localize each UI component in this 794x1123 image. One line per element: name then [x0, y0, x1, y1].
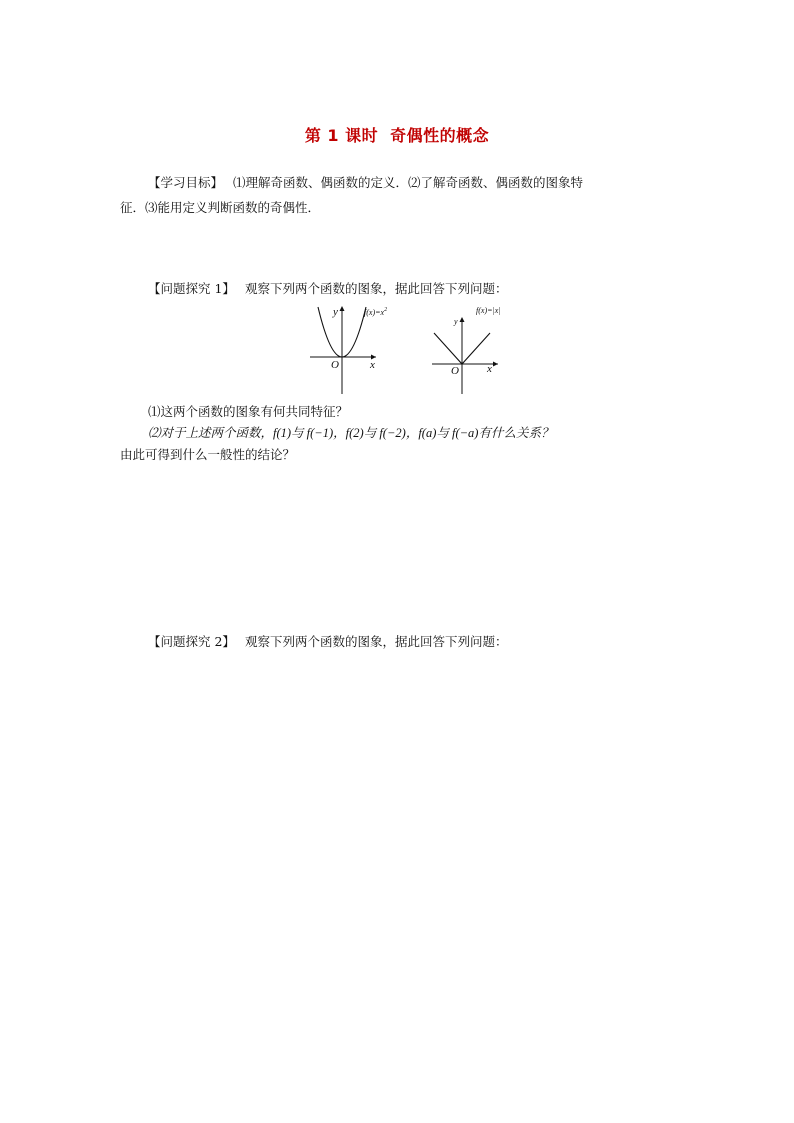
learning-objectives: [120, 170, 680, 220]
problem2-label: 【问题探究 2】: [148, 634, 235, 649]
question-2-line-2: 由此可得到什么一般性的结论？: [120, 447, 296, 462]
problem1-intro: [120, 276, 680, 301]
objectives-label: 【学习目标】: [148, 175, 224, 190]
graph-absolute-value: [432, 306, 500, 394]
problem1-figures: [300, 302, 510, 402]
function-label: f(x)=|x|: [476, 306, 501, 315]
x-label: x: [370, 359, 375, 371]
graphs-svg: [300, 302, 510, 402]
graph-parabola: [310, 306, 387, 394]
y-label: y: [333, 306, 338, 318]
title-lesson: 第 1 课时: [304, 126, 379, 145]
problem1-label: 【问题探究 1】: [148, 281, 235, 296]
function-label: $f(x)=x^2$: [364, 307, 388, 317]
origin-label: O: [331, 359, 339, 371]
y-axis-arrow: [460, 317, 465, 322]
problem1-text: 观察下列两个函数的图象，据此回答下列问题：: [244, 281, 508, 296]
y-label: y: [454, 317, 458, 326]
objectives-line-1: 【学习目标】 ⑴理解奇函数、偶函数的定义．⑵了解奇函数、偶函数的图象特: [148, 175, 584, 190]
problem2-text: 观察下列两个函数的图象，据此回答下列问题：: [244, 634, 508, 649]
title-topic: 奇偶性的概念: [390, 126, 490, 145]
question-1: ⑴这两个函数的图象有何共同特征？: [148, 404, 349, 419]
question-2-line-1: ⑵对于上述两个函数，f(1)与 f(−1)，f(2)与 f(−2)，f(a)与 f(−a)有什么关系？: [148, 426, 554, 440]
origin-label: O: [451, 365, 459, 377]
objectives-line-2: 征．⑶能用定义判断函数的奇偶性．: [120, 200, 321, 215]
x-axis-arrow: [493, 362, 498, 367]
problem1-questions: [120, 401, 680, 465]
page-title: [0, 123, 794, 146]
y-axis-arrow: [340, 306, 345, 311]
problem2-intro: [120, 629, 680, 654]
x-label: x: [487, 363, 492, 375]
